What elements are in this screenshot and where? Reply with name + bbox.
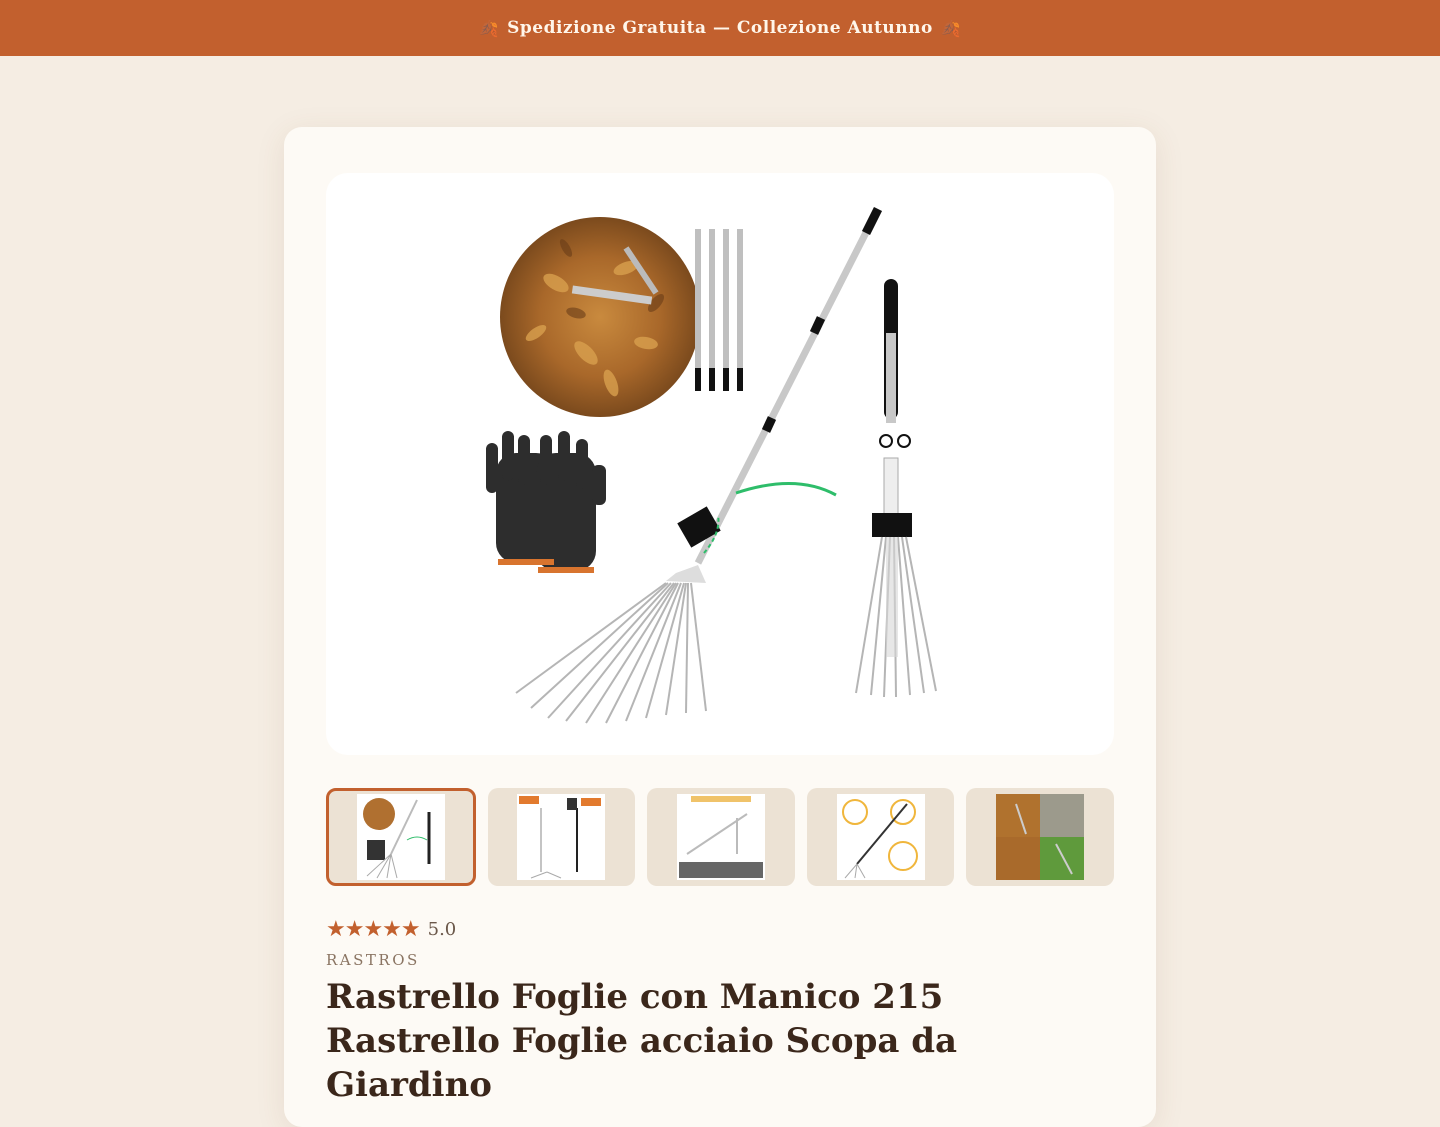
rating-value: 5.0: [427, 919, 457, 940]
rotate-arrow: [736, 483, 836, 495]
leaf-icon: 🍂: [478, 18, 500, 38]
thumbnail-strip: [326, 788, 1114, 886]
star-rating-icon: ★★★★★: [326, 917, 420, 942]
thumbnail-image: [837, 794, 925, 880]
thumbnail-2[interactable]: [488, 788, 636, 886]
thumbnail-4[interactable]: [807, 788, 955, 886]
announcement-bar: [0, 0, 1440, 56]
thumbnail-1[interactable]: [326, 788, 476, 886]
product-title: Rastrello Foglie con Manico 215 Rastrello Foglie acciaio Scopa da Giardino: [326, 977, 958, 1105]
thumbnail-image: [517, 794, 605, 880]
announcement-text: Spedizione Gratuita — Collezione Autunno: [507, 18, 933, 38]
pole-segments: [698, 229, 740, 391]
leaf-pile-image: [500, 217, 700, 417]
product-rating: [326, 917, 456, 942]
leaf-icon: 🍂: [940, 18, 962, 38]
brand-name: RASTROS: [326, 951, 420, 969]
thumbnail-image: [677, 794, 765, 880]
thumbnail-3[interactable]: [647, 788, 795, 886]
product-card: [284, 127, 1156, 1127]
rake-illustration: [326, 173, 1114, 755]
rake-vertical: [856, 279, 936, 697]
main-product-image[interactable]: [326, 173, 1114, 755]
thumbnail-image: [996, 794, 1084, 880]
thumbnail-image: [357, 794, 445, 880]
gloves-image: [486, 431, 606, 573]
thumbnail-5[interactable]: [966, 788, 1114, 886]
